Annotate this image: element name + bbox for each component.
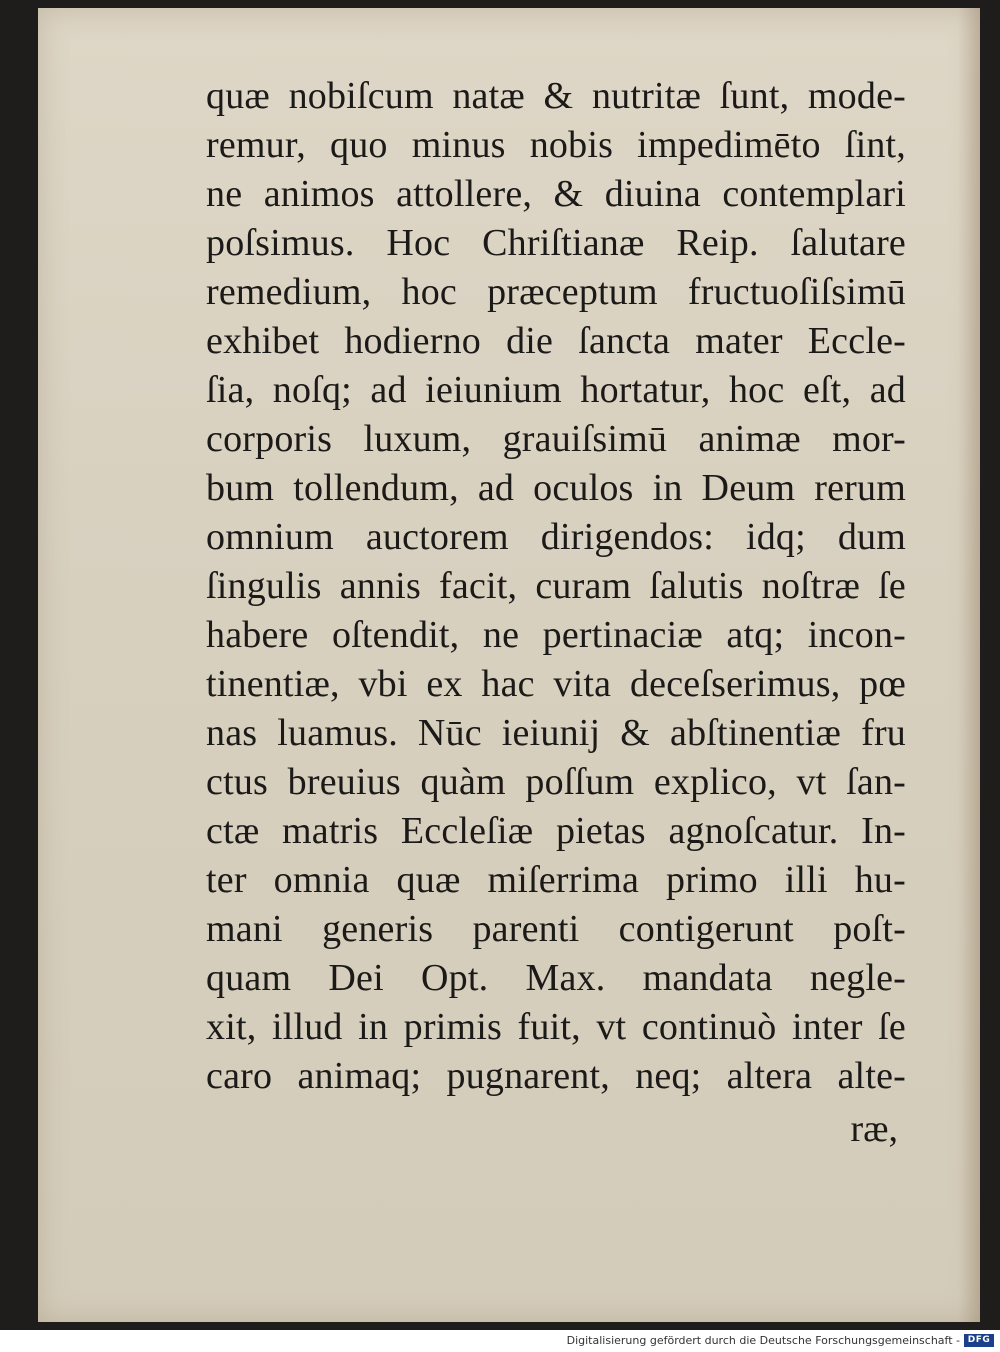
dfg-logo-icon: DFG [964,1334,994,1347]
text-line: ctus breuius quàm poſſum explico, vt ſan- [206,761,906,803]
text-line: ſia, noſq; ad ieiunium hortatur, hoc eſt, ad [206,369,906,411]
text-block [206,72,906,1101]
text-line: quam Dei Opt. Max. mandata negle- [206,957,906,999]
text-line: tinentiæ, vbi ex hac vita deceſserimus, pœ [206,663,906,705]
text-line: habere oſtendit, ne pertinaciæ atq; incon- [206,614,906,656]
text-line: ctæ matris Eccleſiæ pietas agnoſcatur. In- [206,810,906,852]
text-line: remur, quo minus nobis impedimēto ſint, [206,124,906,166]
text-line: caro animaq; pugnarent, neq; altera alte- [206,1055,906,1097]
text-line: ter omnia quæ miſerrima primo illi hu- [206,859,906,901]
text-line: ne animos attollere, & diuina contemplari [206,173,906,215]
funding-credit: Digitalisierung gefördert durch die Deutsche Forschungsgemeinschaft - [566,1334,960,1347]
text-line: mani generis parenti contigerunt poſt- [206,908,906,950]
text-line: exhibet hodierno die ſancta mater Eccle- [206,320,906,362]
text-line: xit, illud in primis fuit, vt continuò inter ſe [206,1006,906,1048]
text-line: poſsimus. Hoc Chriſtianæ Reip. ſalutare [206,222,906,264]
catchword: ræ, [850,1108,898,1150]
text-line: quæ nobiſcum natæ & nutritæ ſunt, mode- [206,75,906,117]
text-line: bum tollendum, ad oculos in Deum rerum [206,467,906,509]
footer-bar [0,1330,1000,1352]
text-line: nas luamus. Nūc ieiunij & abſtinentiæ fru [206,712,906,754]
book-page [38,8,980,1322]
text-line: ſingulis annis facit, curam ſalutis noſtræ ſe [206,565,906,607]
text-line: remedium, hoc præceptum fructuoſiſsimū [206,271,906,313]
text-line: corporis luxum, grauiſsimū animæ mor- [206,418,906,460]
text-line: omnium auctorem dirigendos: idq; dum [206,516,906,558]
